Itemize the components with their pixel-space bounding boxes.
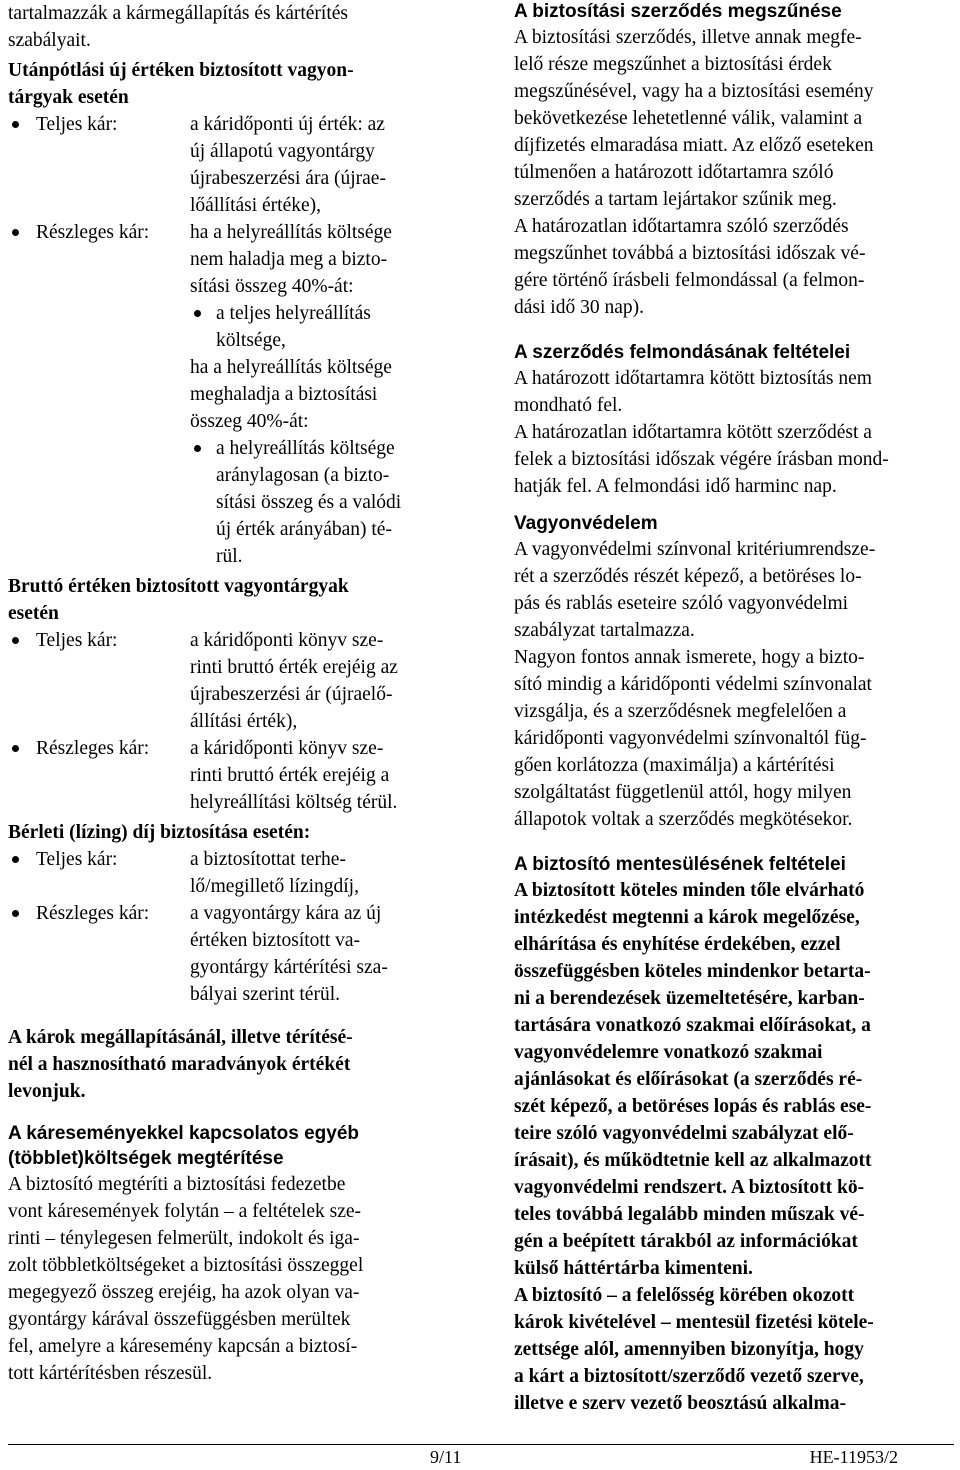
new-value-partial-loss-item <box>8 219 484 300</box>
item-label: Teljes kár: <box>36 630 118 651</box>
item-value: a káridőponti könyv sze- rinti bruttó érték erejéig a helyreállítási költség térül. <box>190 738 398 813</box>
document-code: HE-11953/2 <box>809 1447 898 1467</box>
termination-paragraph-1: A biztosítási szerződés, illetve annak megfe- lelő része megszűnhet a biztosítási érdek megszűnésével, vagy ha a biztosítási esemény bekövetkezése lehetetlenné válik, valamint a díjfizetés elmaradása miatt. Az előző eseteken túlmenően a határozott időtartamra szóló szerződés a tartam lejártakor szűnik meg. <box>514 27 874 210</box>
intro-text: tartalmazzák a kármegállapítás és kártérítés szabályait. <box>8 3 348 51</box>
left-column <box>8 0 484 1387</box>
gross-value-partial-loss-item <box>8 735 484 816</box>
protection-heading: Vagyonvédelem <box>514 513 658 534</box>
partial-sub-item-under-40 <box>190 300 484 354</box>
leasing-title: Bérleti (lízing) díj biztosítása esetén: <box>8 822 311 843</box>
item-value: a teljes helyreállítás költsége, <box>216 303 371 351</box>
partial-condition-over-40: ha a helyreállítás költsége meghaladja a biztosítási összeg 40%-át: <box>190 357 392 432</box>
termination-heading: A biztosítási szerződés megszűnése <box>514 1 842 22</box>
bullet-icon <box>8 111 36 219</box>
bullet-icon <box>8 900 36 1008</box>
exemption-paragraph-2: A biztosító – a felelősség körében okozott károk kivételével – mentesül fizetési kötele- zettsége alól, amennyiben bizonyítja, hogy a kárt a biztosított/szerződő vezető szerve, illetve e szerv vezető beosztású alkalma- <box>514 1285 874 1414</box>
item-value: a helyreállítás költsége aránylagosan (a bizto- sítási összeg és a valódi új érték arányában) té- rül. <box>216 438 402 567</box>
item-value: ha a helyreállítás költsége nem haladja meg a bizto- sítási összeg 40%-át: <box>190 222 392 297</box>
item-label: Teljes kár: <box>36 114 118 135</box>
extra-costs-heading: A káreseményekkel kapcsolatos egyéb (többlet)költségek megtérítése <box>8 1123 359 1169</box>
bullet-icon <box>8 219 36 300</box>
protection-paragraph-1: A vagyonvédelmi színvonal kritériumrendsze- rét a szerződés részét képező, a betöréses lo- pás és rablás eseteire szóló vagyonvédelmi szabályzat tartalmazza. <box>514 539 876 641</box>
page-number: 9/11 <box>430 1447 462 1467</box>
bullet-icon <box>8 627 36 735</box>
termination-paragraph-2: A határozatlan időtartamra szóló szerződés megszűnhet továbbá a biztosítási időszak vé- gére történő írásbeli felmondással (a felmon- dási idő 30 nap). <box>514 216 866 318</box>
item-label: Részleges kár: <box>36 222 150 243</box>
residual-value-note: A károk megállapításánál, illetve térítésé- nél a hasznosítható maradványok értékét levonjuk. <box>8 1027 353 1102</box>
cancellation-paragraph-2: A határozatlan időtartamra kötött szerződést a felek a biztosítási időszak végére írásban mond- hatják fel. A felmondási idő harminc nap. <box>514 422 889 497</box>
right-column <box>514 0 954 1417</box>
item-value: a káridőponti könyv sze- rinti bruttó érték erejéig az újrabeszerzési ár (újraelő- állítási érték), <box>190 630 398 732</box>
new-value-total-loss-item <box>8 111 484 219</box>
exemption-paragraph-1: A biztosított köteles minden tőle elvárható intézkedést megtenni a károk megelőzése, elhárítása és enyhítése érdekében, ezzel összefüggésben köteles mindenkor betarta- ni a berendezések üzemeltetésére, karban- tartására vonatkozó szakmai előírásokat, a vagyonvédelemre vonatkozó szakmai ajánlásokat és előírásokat (a szerződés ré- szét képező, a betöréses lopás és rablás ese- teire szóló vagyonvédelmi szabályzat elő- írásait), és működtetnie kell az alkalmazott vagyonvédelmi rendszert. A biztosított kö- teles továbbá legalább minden műszak vé- gén a beépített tárakból az információkat külső háttértárba kimenteni. <box>514 880 872 1279</box>
exemption-heading: A biztosító mentesülésének feltételei <box>514 854 846 875</box>
item-label: Részleges kár: <box>36 738 150 759</box>
extra-costs-body: A biztosító megtéríti a biztosítási fedezetbe vont káresemények folytán – a feltételek sze- rinti – ténylegesen felmerült, indokolt és iga- zolt többletköltségeket a biztosítási összeggel megegyező összeg erejéig, ha azok olyan va- gyontárgy kárával összefüggésben merültek fel, amelyre a káresemény kapcsán a biztosí- tott kártérítésben részesül. <box>8 1174 364 1384</box>
gross-value-total-loss-item <box>8 627 484 735</box>
cancellation-paragraph-1: A határozott időtartamra kötött biztosítás nem mondható fel. <box>514 368 872 416</box>
bullet-icon <box>190 300 216 354</box>
new-value-title: Utánpótlási új értéken biztosított vagyon- tárgyak esetén <box>8 60 354 108</box>
bullet-icon <box>8 846 36 900</box>
item-label: Teljes kár: <box>36 849 118 870</box>
leasing-partial-loss-item <box>8 900 484 1008</box>
item-label: Részleges kár: <box>36 903 150 924</box>
bullet-icon <box>8 735 36 816</box>
cancellation-heading: A szerződés felmondásának feltételei <box>514 342 851 363</box>
gross-value-title: Bruttó értéken biztosított vagyontárgyak esetén <box>8 576 349 624</box>
leasing-total-loss-item <box>8 846 484 900</box>
item-value: a vagyontárgy kára az új értéken biztosított va- gyontárgy kártérítési sza- bályai szerint térül. <box>190 903 388 1005</box>
protection-paragraph-2: Nagyon fontos annak ismerete, hogy a bizto- sító mindig a káridőponti védelmi színvonalat vizsgálja, és a szerződésnek megfelelően a káridőponti vagyonvédelmi színvonaltól füg- gően korlátozza (maximálja) a kártérítési szolgáltatást függetlenül attól, hogy milyen állapotok voltak a szerződés megkötésekor. <box>514 647 872 830</box>
bullet-icon <box>190 435 216 570</box>
footer-divider <box>8 1444 954 1445</box>
partial-sub-item-over-40 <box>190 435 484 570</box>
item-value: a biztosítottat terhe- lő/megillető lízingdíj, <box>190 849 359 897</box>
item-value: a káridőponti új érték: az új állapotú vagyontárgy újrabeszerzési ára (újrae- lőállítási értéke), <box>190 114 386 216</box>
